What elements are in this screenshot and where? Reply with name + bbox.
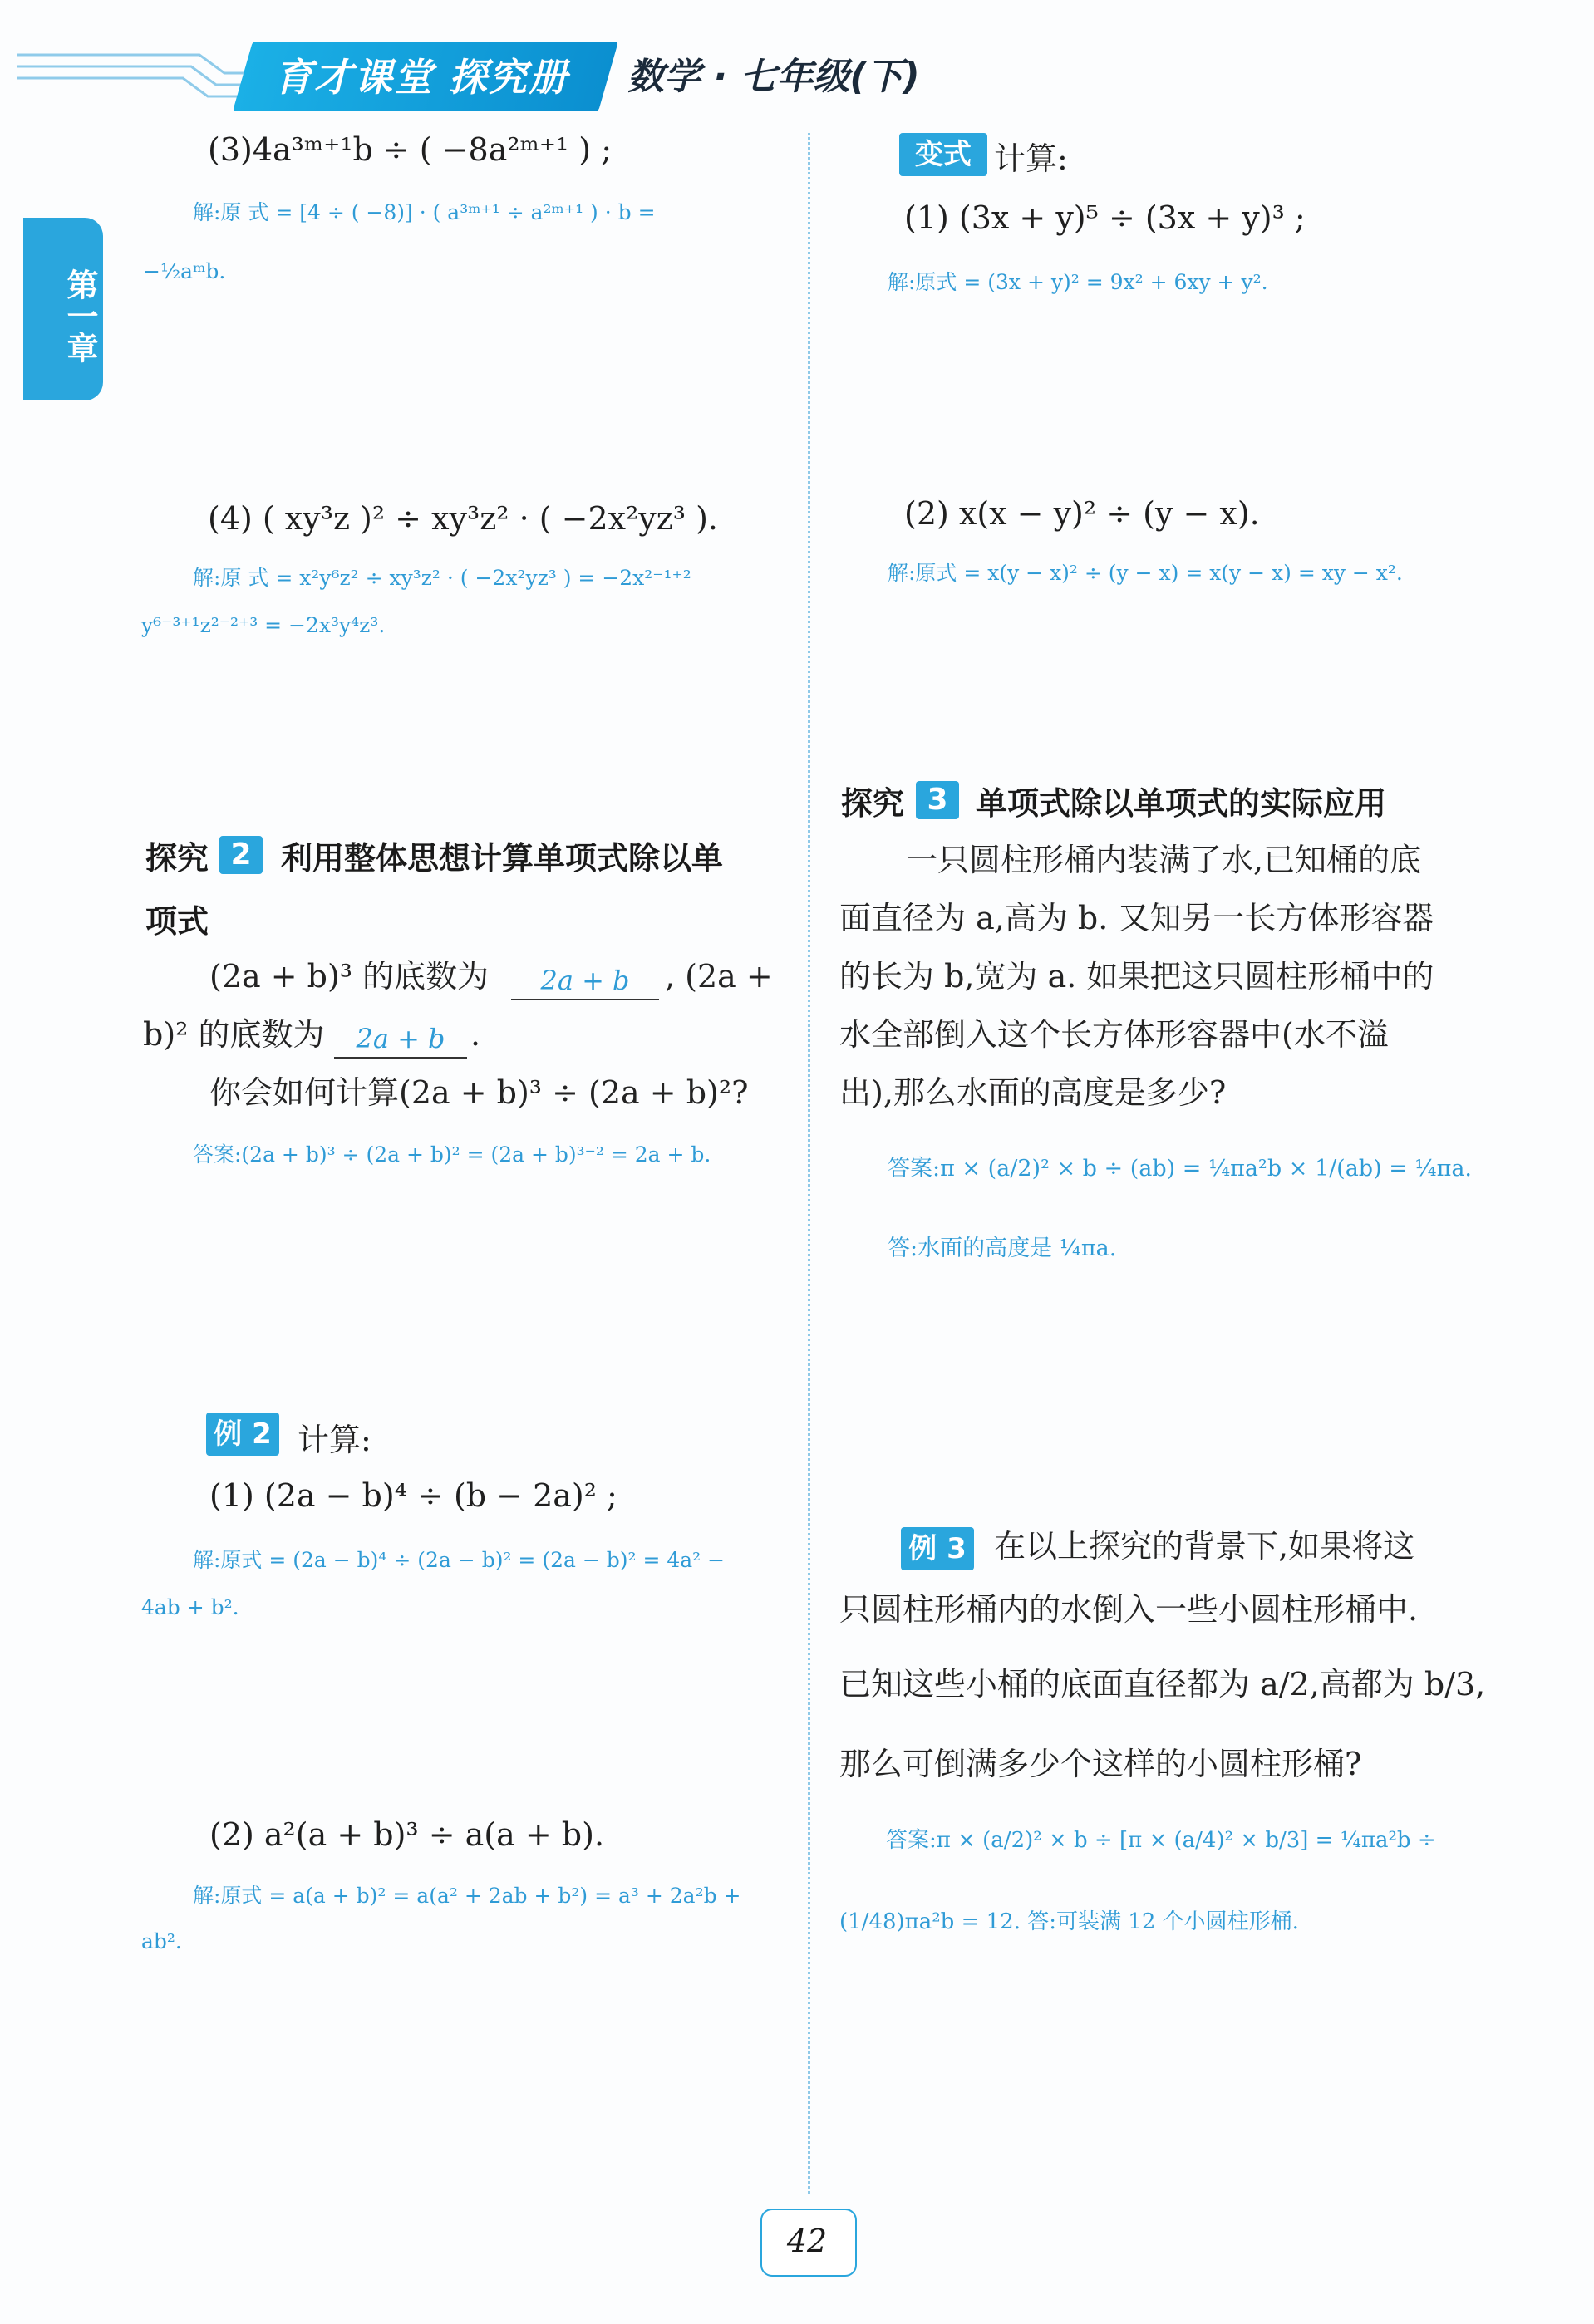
explore-3-number-badge: 3 bbox=[916, 781, 959, 819]
explore-2-number-badge: 2 bbox=[219, 836, 263, 874]
example-2-solution-1-line2: 4ab + b². bbox=[141, 1595, 239, 1619]
example-3-answer-line1: 答案:π × (a/2)² × b ÷ [π × (a/4)² × b/3] = ¼πa²b ÷ bbox=[886, 1828, 1436, 1853]
page-number: 42 bbox=[786, 2223, 828, 2259]
explore-3-text-line1: 一只圆柱形桶内装满了水,已知桶的底 bbox=[906, 842, 1422, 878]
explore-3-title: 单项式除以单项式的实际应用 bbox=[976, 785, 1387, 822]
explore-2-title-line2: 项式 bbox=[145, 903, 209, 940]
variant-solution-2: 解:原式 = x(y − x)² ÷ (y − x) = x(y − x) = xy − x². bbox=[888, 561, 1403, 585]
example-3-text-line1: 在以上探究的背景下,如果将这 bbox=[994, 1528, 1415, 1565]
explore-2-title-line1: 利用整体思想计算单项式除以单 bbox=[281, 840, 724, 877]
example-2-problem-1: (1) (2a − b)⁴ ÷ (b − 2a)² ; bbox=[209, 1477, 617, 1514]
example-3-text-line3: 已知这些小桶的底面直径都为 a/2,高都为 b/3, bbox=[839, 1666, 1486, 1702]
explore-2-answer: 答案:(2a + b)³ ÷ (2a + b)² = (2a + b)³⁻² = 2a + b. bbox=[193, 1142, 711, 1167]
example-3-answer-line2: (1/48)πa²b = 12. 答:可装满 12 个小圆柱形桶. bbox=[839, 1909, 1299, 1934]
example-2-problem-2: (2) a²(a + b)³ ÷ a(a + b). bbox=[209, 1816, 605, 1853]
explore-2-label: 探究 bbox=[145, 840, 209, 877]
variant-problem-1: (1) (3x + y)⁵ ÷ (3x + y)³ ; bbox=[904, 199, 1306, 236]
explore-3-text-line4: 水全部倒入这个长方体形容器中(水不溢 bbox=[839, 1016, 1389, 1053]
solution-4-line2: y⁶⁻³⁺¹z²⁻²⁺³ = −2x³y⁴z³. bbox=[141, 613, 386, 637]
explore-2-question-line2-b: . bbox=[470, 1016, 481, 1053]
example-3-text-line4: 那么可倒满多少个这样的小圆柱形桶? bbox=[839, 1746, 1362, 1782]
example-3-text-line2: 只圆柱形桶内的水倒入一些小圆柱形桶中. bbox=[839, 1591, 1419, 1628]
solution-4-line1: 解:原 式 = x²y⁶z² ÷ xy³z² · ( −2x²yz³ ) = −2x²⁻¹⁺² bbox=[193, 566, 691, 590]
solution-3-line2: −½aᵐb. bbox=[143, 259, 226, 283]
problem-4: (4) ( xy³z )² ÷ xy³z² · ( −2x²yz³ ). bbox=[208, 500, 719, 537]
variant-problem-2: (2) x(x − y)² ÷ (y − x). bbox=[904, 495, 1260, 532]
explore-2-question-line1-b: , (2a + bbox=[665, 958, 773, 995]
example-2-solution-1-line1: 解:原式 = (2a − b)⁴ ÷ (2a − b)² = (2a − b)² = 4a² − bbox=[193, 1548, 726, 1572]
explore-3-text-line5: 出),那么水面的高度是多少? bbox=[839, 1074, 1227, 1111]
example-3-badge: 例 3 bbox=[901, 1527, 974, 1570]
explore-3-text-line2: 面直径为 a,高为 b. 又知另一长方体形容器 bbox=[839, 900, 1434, 936]
explore-2-question-line1-a: (2a + b)³ 的底数为 bbox=[209, 958, 490, 995]
explore-3-label: 探究 bbox=[841, 785, 905, 822]
variant-solution-1: 解:原式 = (3x + y)² = 9x² + 6xy + y². bbox=[888, 270, 1268, 294]
header-subject: 数学 · 七年级(下) bbox=[627, 56, 920, 98]
explore-3-conclusion: 答:水面的高度是 ¼πa. bbox=[888, 1236, 1117, 1261]
example-2-intro: 计算: bbox=[298, 1422, 371, 1458]
variant-badge: 变式 bbox=[899, 133, 987, 176]
explore-2-blank-2: 2a + b bbox=[334, 1020, 467, 1059]
example-2-solution-2-line1: 解:原式 = a(a + b)² = a(a² + 2ab + b²) = a³ + 2a²b + bbox=[193, 1884, 741, 1908]
explore-3-text-line3: 的长为 b,宽为 a. 如果把这只圆柱形桶中的 bbox=[839, 958, 1434, 995]
chapter-tab-label: 第一章 bbox=[61, 268, 98, 363]
example-2-badge: 例 2 bbox=[206, 1413, 279, 1456]
problem-3: (3)4a³ᵐ⁺¹b ÷ ( −8a²ᵐ⁺¹ ) ; bbox=[208, 131, 613, 168]
explore-2-blank-1: 2a + b bbox=[511, 962, 659, 1000]
explore-2-question-line2-a: b)² 的底数为 bbox=[143, 1016, 325, 1053]
solution-3-line1: 解:原 式 = [4 ÷ ( −8)] · ( a³ᵐ⁺¹ ÷ a²ᵐ⁺¹ ) · b = bbox=[193, 200, 656, 224]
column-divider bbox=[808, 133, 810, 2194]
header-banner-title: 育才课堂 探究册 bbox=[274, 55, 569, 100]
explore-2-question-line3: 你会如何计算(2a + b)³ ÷ (2a + b)²? bbox=[209, 1074, 749, 1111]
explore-3-answer: 答案:π × (a/2)² × b ÷ (ab) = ¼πa²b × 1/(ab) = ¼πa. bbox=[888, 1156, 1473, 1182]
variant-intro: 计算: bbox=[994, 140, 1068, 177]
example-2-solution-2-line2: ab². bbox=[141, 1929, 182, 1953]
